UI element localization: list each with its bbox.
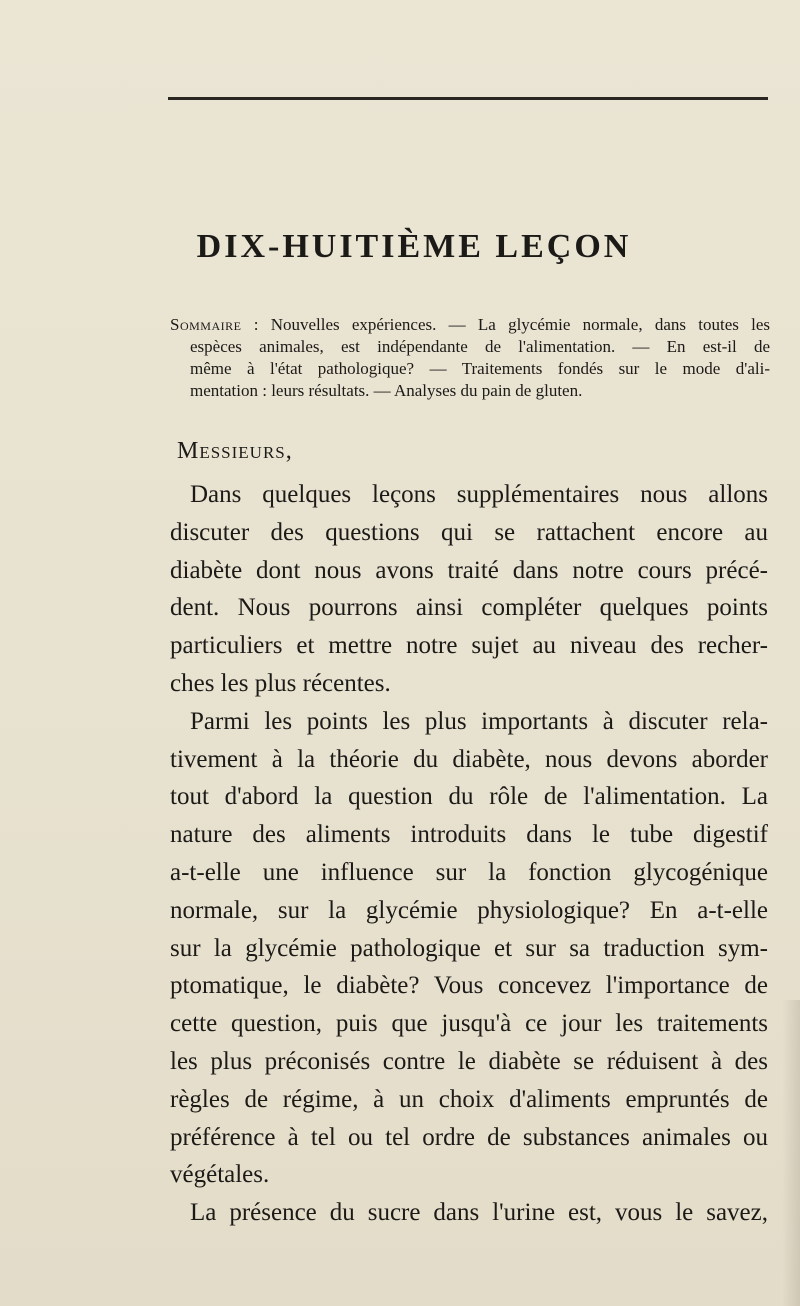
top-rule	[168, 97, 768, 100]
body-line: ches les plus récentes.	[170, 669, 391, 697]
summary-label: Sommaire	[170, 315, 242, 334]
salutation: Messieurs,	[177, 438, 293, 464]
summary-line	[170, 314, 770, 336]
summary-line: mentation : leurs résultats. — Analyses du pain de gluten.	[190, 381, 583, 400]
body-line: Dans quelques leçons supplémentaires nous allons	[190, 481, 768, 508]
chapter-summary	[170, 314, 770, 402]
body-text	[170, 476, 768, 1232]
body-line: cette question, puis que jusqu'à ce jour les traitements	[170, 1010, 768, 1038]
body-line: nature des aliments introduits dans le tube digestif	[170, 821, 768, 849]
body-line: tout d'abord la question du rôle de l'alimentation. La	[170, 783, 768, 811]
summary-text: : Nouvelles expériences. — La glycémie normale, dans toutes les	[241, 315, 770, 334]
summary-line: espèces animales, est indépendante de l'alimentation. — En est-il de	[190, 337, 770, 356]
body-line: particuliers et mettre notre sujet au niveau des recher-	[170, 632, 768, 660]
body-line: La présence du sucre dans l'urine est, vous le savez,	[190, 1199, 768, 1227]
body-line: dent. Nous pourrons ainsi compléter quelques points	[170, 594, 768, 622]
body-line: règles de régime, à un choix d'aliments empruntés de	[170, 1085, 768, 1113]
body-line: végétales.	[170, 1161, 270, 1189]
body-line: Parmi les points les plus importants à discuter rela-	[190, 707, 768, 735]
body-line: diabète dont nous avons traité dans notre cours précé-	[170, 556, 768, 584]
body-line: discuter des questions qui se rattachent encore au	[170, 518, 768, 546]
body-line: préférence à tel ou tel ordre de substances animales ou	[170, 1123, 768, 1151]
body-line: les plus préconisés contre le diabète se réduisent à des	[170, 1047, 768, 1075]
body-line: sur la glycémie pathologique et sur sa traduction sym-	[170, 934, 768, 962]
chapter-title: DIX-HUITIÈME LEÇON	[196, 228, 632, 265]
body-line: tivement à la théorie du diabète, nous devons aborder	[170, 745, 768, 773]
summary-line: même à l'état pathologique? — Traitements fondés sur le mode d'ali-	[190, 359, 770, 378]
body-line: ptomatique, le diabète? Vous concevez l'importance de	[170, 972, 768, 1000]
body-line: normale, sur la glycémie physiologique? En a-t-elle	[170, 896, 768, 924]
body-line: a-t-elle une influence sur la fonction glycogénique	[170, 858, 768, 886]
page-edge-shadow	[782, 1000, 800, 1306]
